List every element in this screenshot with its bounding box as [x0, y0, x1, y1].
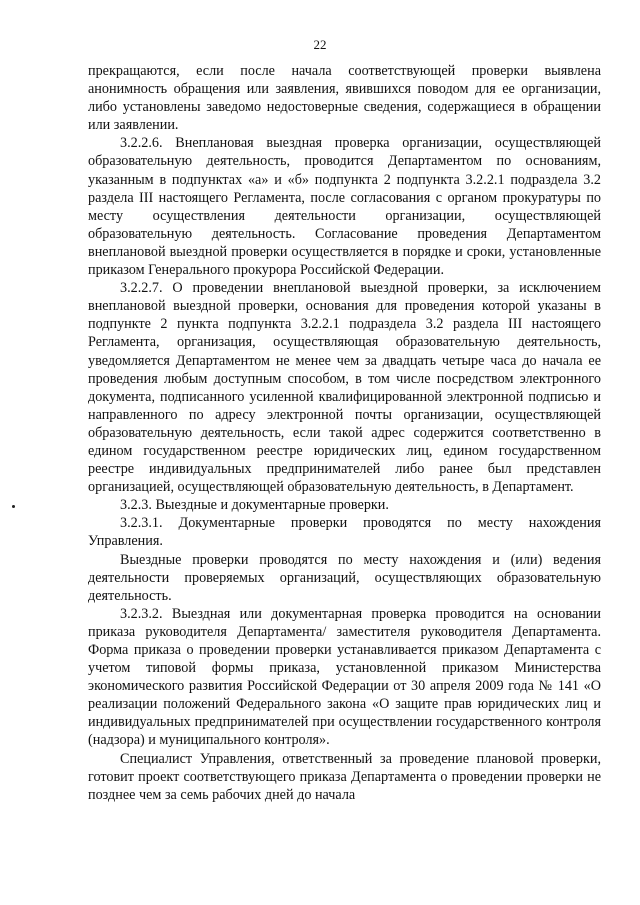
- paragraph-continuation: прекращаются, если после начала соответствующей проверки выявлена анонимность обращения или заявления, явившихся поводом для ее организации, либо установлены заведомо недостоверные сведения, содержащиеся в обращении или заявлении.: [88, 63, 601, 134]
- scan-speck: [12, 505, 15, 508]
- paragraph-3-2-3-1: 3.2.3.1. Документарные проверки проводятся по месту нахождения Управления.: [88, 515, 601, 550]
- paragraph-3-2-3: 3.2.3. Выездные и документарные проверки.: [120, 497, 389, 514]
- paragraph-field-inspections: Выездные проверки проводятся по месту нахождения и (или) ведения деятельности проверяемых организаций, осуществляющих образовательную деятельность.: [88, 551, 601, 604]
- paragraph-specialist: Специалист Управления, ответственный за проведение плановой проверки, готовит проект соответствующего приказа Департамента о проведении проверки не позднее чем за семь рабочих дней до начала: [88, 750, 601, 803]
- paragraph-3-2-2-7: 3.2.2.7. О проведении внеплановой выездной проверки, за исключением внеплановой выездной проверки, основания для проведения которой указаны в подпункте 2 пункта подпункта 3.2.2.1 подраздела 3.2 раздела III настоящего Регламента, организация, осуществляющая образовательную деятельность, уведомляется Департаментом не менее чем за двадцать четыре часа до начала ее проведения любым доступным способом, в том числе посредством электронного документа, подписанного усиленной квалифицированной электронной подписью и направленного по адресу электронной почты организации, осуществляющей образовательную деятельность, если такой адрес содержится соответственно в едином государственном реестре юридических лиц, едином государственном реестре индивидуальных предпринимателей либо ранее был представлен организацией, осуществляющей образовательную деятельность, в Департамент.: [88, 280, 601, 496]
- paragraph-3-2-2-6: 3.2.2.6. Внеплановая выездная проверка организации, осуществляющей образовательную деятельность, проводится Департаментом по основаниям, указанным в подпунктах «а» и «б» подпункта 2 подпункта 3.2.2.1 подраздела 3.2 раздела III настоящего Регламента, после согласования с органом прокуратуры по месту осуществления деятельности организации, осуществляющей образовательную деятельность. Согласование проведения Департаментом внеплановой выездной проверки осуществляется в порядке и сроки, установленные приказом Генерального прокурора Российской Федерации.: [88, 135, 601, 279]
- document-body: [88, 62, 601, 804]
- paragraph-3-2-3-2: 3.2.3.2. Выездная или документарная проверка проводится на основании приказа руководителя Департамента/ заместителя руководителя Департамента. Форма приказа о проведении проверки устанавливается приказом Департамента с учетом типовой формы приказа, установленной приказом Министерства экономического развития Российской Федерации от 30 апреля 2009 года № 141 «О реализации положений Федерального закона «О защите прав юридических лиц и индивидуальных предпринимателей при осуществлении государственного контроля (надзора) и муниципального контроля».: [88, 605, 601, 749]
- page-number: 22: [313, 37, 327, 52]
